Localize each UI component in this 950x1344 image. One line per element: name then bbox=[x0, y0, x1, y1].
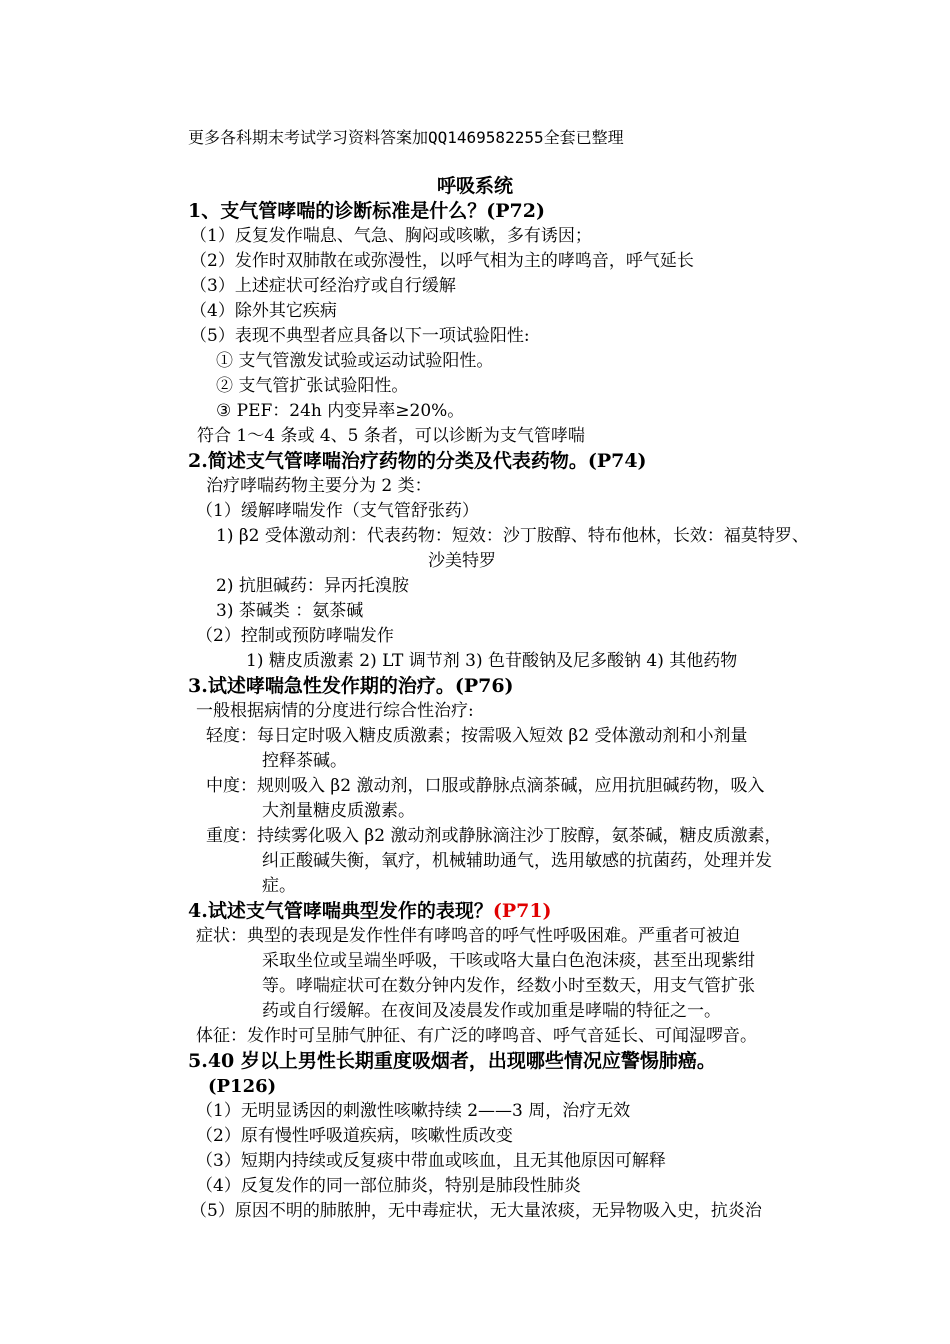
q3-line: 控释茶碱。 bbox=[262, 751, 347, 771]
q3-line: 轻度：每日定时吸入糖皮质激素；按需吸入短效 β2 受体激动剂和小剂量 bbox=[206, 726, 748, 746]
q1-line: （2）发作时双肺散在或弥漫性，以呼气相为主的哮鸣音，呼气延长 bbox=[190, 251, 694, 271]
question-4-heading-text: 4.试述支气管哮喘典型发作的表现？ bbox=[188, 900, 493, 922]
q1-line: ① 支气管激发试验或运动试验阳性。 bbox=[216, 351, 494, 371]
q3-line: 症。 bbox=[262, 876, 296, 896]
q1-line: ③ PEF：24h 内变异率≥20%。 bbox=[216, 401, 465, 421]
q5-line: （5）原因不明的肺脓肿，无中毒症状，无大量浓痰，无异物吸入史，抗炎治 bbox=[190, 1201, 762, 1221]
q1-line: （1）反复发作喘息、气急、胸闷或咳嗽，多有诱因； bbox=[190, 226, 592, 246]
q3-line: 中度：规则吸入 β2 激动剂，口服或静脉点滴茶碱，应用抗胆碱药物，吸入 bbox=[206, 776, 765, 796]
question-1-heading: 1、支气管哮喘的诊断标准是什么？(P72) bbox=[188, 200, 545, 222]
q1-line: （3）上述症状可经治疗或自行缓解 bbox=[190, 276, 456, 296]
q5-line: （4）反复发作的同一部位肺炎，特别是肺段性肺炎 bbox=[196, 1176, 581, 1196]
question-4-heading bbox=[188, 899, 552, 924]
question-2-heading: 2.简述支气管哮喘治疗药物的分类及代表药物。(P74) bbox=[188, 450, 647, 472]
header-note: 更多各科期末考试学习资料答案加QQ1469582255全套已整理 bbox=[188, 128, 624, 147]
q3-line: 一般根据病情的分度进行综合性治疗: bbox=[196, 701, 474, 721]
q2-line: （2）控制或预防哮喘发作 bbox=[196, 626, 394, 646]
q2-line: 2) 抗胆碱药：异丙托溴胺 bbox=[216, 576, 409, 596]
question-4-page-ref: (P71) bbox=[492, 900, 552, 922]
q1-line: ② 支气管扩张试验阳性。 bbox=[216, 376, 409, 396]
q5-line: （2）原有慢性呼吸道疾病，咳嗽性质改变 bbox=[196, 1126, 513, 1146]
q4-line: 采取坐位或呈端坐呼吸，干咳或咯大量白色泡沫痰，甚至出现紫绀 bbox=[262, 951, 755, 971]
q2-line: 1) 糖皮质激素 2) LT 调节剂 3) 色苷酸钠及尼多酸钠 4) 其他药物 bbox=[246, 651, 738, 671]
q5-line: （1）无明显诱因的刺激性咳嗽持续 2——3 周，治疗无效 bbox=[196, 1101, 631, 1121]
q2-line: 沙美特罗 bbox=[428, 551, 496, 571]
document-title: 呼吸系统 bbox=[436, 175, 513, 197]
q5-line: （3）短期内持续或反复痰中带血或咳血，且无其他原因可解释 bbox=[196, 1151, 666, 1171]
q2-line: 1) β2 受体激动剂：代表药物：短效：沙丁胺醇、特布他林，长效：福莫特罗、 bbox=[216, 526, 809, 546]
q3-line: 重度：持续雾化吸入 β2 激动剂或静脉滴注沙丁胺醇，氨茶碱，糖皮质激素， bbox=[206, 826, 782, 846]
q1-line: 符合 1～4 条或 4、5 条者，可以诊断为支气管哮喘 bbox=[197, 426, 585, 446]
q3-line: 大剂量糖皮质激素。 bbox=[262, 801, 415, 821]
question-5-heading: 5.40 岁以上男性长期重度吸烟者，出现哪些情况应警惕肺癌。 bbox=[188, 1050, 716, 1072]
q1-line: （5）表现不典型者应具备以下一项试验阳性: bbox=[190, 326, 530, 346]
question-5-page-ref: (P126) bbox=[208, 1076, 277, 1097]
q2-line: （1）缓解哮喘发作（支气管舒张药） bbox=[196, 501, 479, 521]
q2-line: 3) 茶碱类 ：氨茶碱 bbox=[216, 601, 364, 621]
q4-line: 体征：发作时可呈肺气肿征、有广泛的哮鸣音、呼气音延长、可闻湿啰音。 bbox=[196, 1026, 757, 1046]
q4-line: 药或自行缓解。在夜间及凌晨发作或加重是哮喘的特征之一。 bbox=[262, 1001, 721, 1021]
q4-line: 症状：典型的表现是发作性伴有哮鸣音的呼气性呼吸困难。严重者可被迫 bbox=[196, 926, 740, 946]
q2-line: 治疗哮喘药物主要分为 2 类： bbox=[206, 476, 432, 496]
q4-line: 等。哮喘症状可在数分钟内发作，经数小时至数天，用支气管扩张 bbox=[262, 976, 755, 996]
question-3-heading: 3.试述哮喘急性发作期的治疗。(P76) bbox=[188, 675, 514, 697]
q1-line: （4）除外其它疾病 bbox=[190, 301, 337, 321]
q3-line: 纠正酸碱失衡，氧疗，机械辅助通气，选用敏感的抗菌药，处理并发 bbox=[262, 851, 772, 871]
